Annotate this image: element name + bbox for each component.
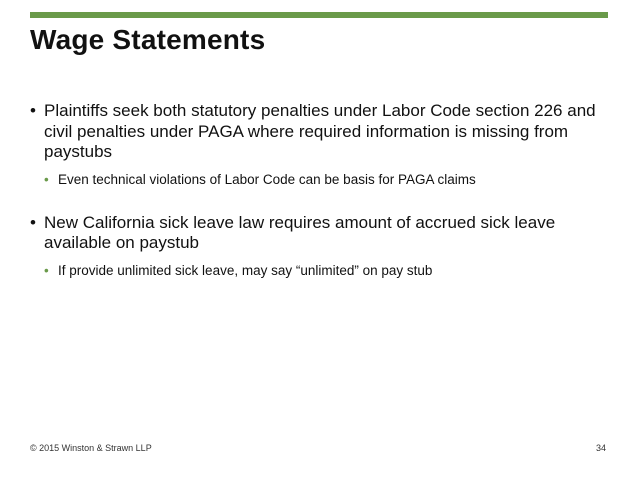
bullet-2-text: New California sick leave law requires amount of accrued sick leave available on paystub (44, 212, 556, 252)
bullet-icon: • (30, 101, 36, 120)
page-number: 34 (596, 443, 607, 453)
sub-bullet-1-text: Even technical violations of Labor Code can be basis for PAGA claims (58, 171, 476, 187)
accent-bar (30, 12, 608, 18)
sub-bullet-icon: • (44, 171, 49, 187)
bullet-1-text: Plaintiffs seek both statutory penalties under Labor Code section 226 and civil penalties under PAGA where required information is missing from paystubs (44, 101, 596, 161)
sub-bullet-1 (30, 171, 610, 189)
sub-bullet-2-text: If provide unlimited sick leave, may say “unlimited” on pay stub (58, 262, 433, 278)
slide-content (30, 101, 610, 280)
slide-title: Wage Statements (30, 24, 266, 55)
footer-copyright: © 2015 Winston & Strawn LLP (30, 443, 152, 453)
sub-bullet-2 (30, 262, 610, 280)
bullet-2 (30, 213, 610, 254)
bullet-icon: • (30, 212, 36, 232)
sub-bullet-icon: • (44, 262, 49, 278)
bullet-1 (30, 101, 610, 163)
